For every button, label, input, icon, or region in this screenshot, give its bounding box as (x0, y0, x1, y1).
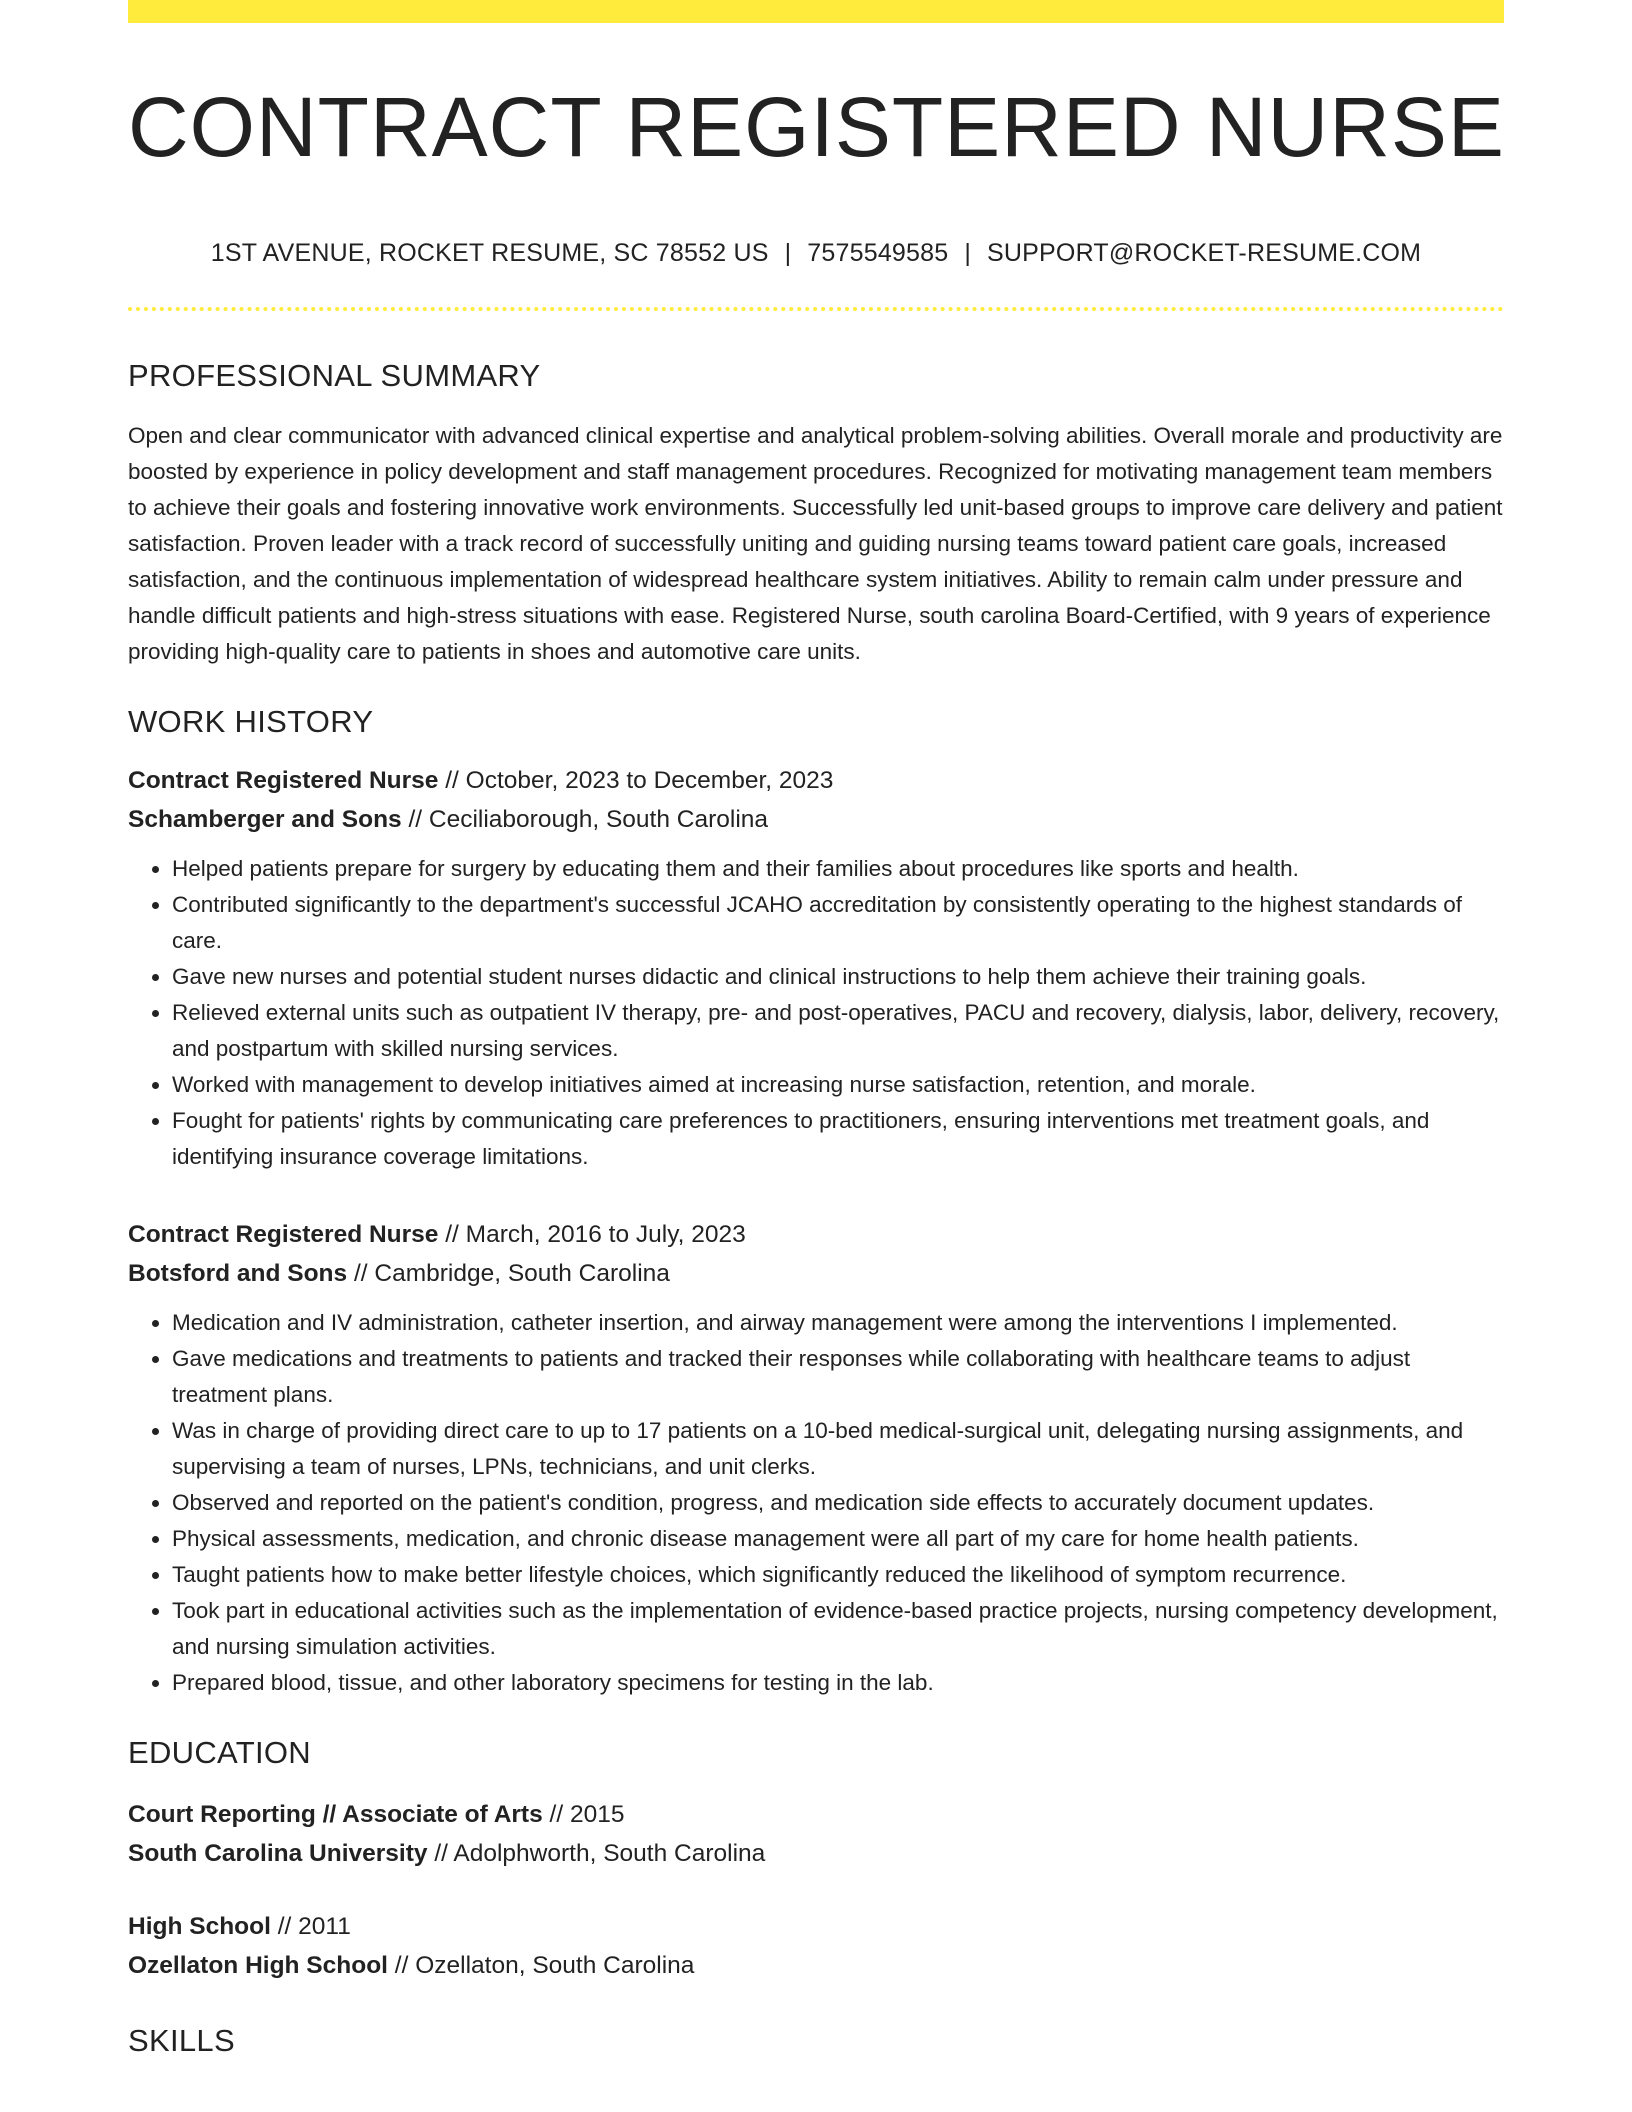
job-bullet: • Was in charge of providing direct care to up to 17 patients on a 10-bed medical-surgical unit, delegating nursing assignments, and supervising a team of nurses, LPNs, technicians, and unit clerks. (172, 1413, 1504, 1485)
job-title-line (128, 761, 1504, 800)
job-dates: // March, 2016 to July, 2023 (445, 1221, 746, 1248)
education-heading: EDUCATION (128, 1735, 311, 1770)
summary-text: Open and clear communicator with advanced clinical expertise and analytical problem-solving abilities. Overall morale and productivity are boosted by experience in policy development and staff management procedures. Recognized for motivating management team members to achieve their goals and fostering innovative work environments. Successfully led unit-based groups to improve care delivery and patient satisfaction. Proven leader with a track record of successfully uniting and guiding nursing teams toward patient care goals, increased satisfaction, and the continuous implementation of widespread healthcare system initiatives. Ability to remain calm under pressure and handle difficult patients and high-stress situations with ease. Registered Nurse, south carolina Board-Certified, with 9 years of experience providing high-quality care to patients in shoes and automotive care units. (128, 423, 1503, 664)
job-bullet: • Medication and IV administration, catheter insertion, and airway management were among the interventions I implemented. (172, 1305, 1504, 1341)
education-degree-line (128, 1795, 1504, 1834)
job-bullet: • Gave new nurses and potential student nurses didactic and clinical instructions to help them achieve their training goals. (172, 959, 1504, 995)
job-bullet: • Prepared blood, tissue, and other laboratory specimens for testing in the lab. (172, 1665, 1504, 1701)
job-bullet: • Observed and reported on the patient's condition, progress, and medication side effects to accurately document updates. (172, 1485, 1504, 1521)
job-bullet: • Physical assessments, medication, and chronic disease management were all part of my care for home health patients. (172, 1521, 1504, 1557)
job-bullet: • Taught patients how to make better lifestyle choices, which significantly reduced the likelihood of symptom recurrence. (172, 1557, 1504, 1593)
resume-name: CONTRACT REGISTERED NURSE (128, 80, 1505, 174)
education-year: // 2015 (549, 1801, 625, 1828)
education-entry (128, 1907, 1504, 1985)
education-location: // Adolphworth, South Carolina (434, 1840, 766, 1867)
education-degree-line (128, 1907, 1504, 1946)
top-accent-bar (128, 0, 1504, 23)
contact-separator: | (784, 239, 792, 267)
education-school: South Carolina University (128, 1840, 428, 1867)
contact-line (128, 239, 1504, 268)
education-year: // 2011 (277, 1913, 351, 1940)
education-school-line (128, 1834, 1504, 1873)
job-location: // Ceciliaborough, South Carolina (408, 806, 769, 833)
job-bullets (128, 1305, 1504, 1701)
education-location: // Ozellaton, South Carolina (394, 1952, 695, 1979)
education-degree: High School (128, 1913, 271, 1940)
job-bullet: • Worked with management to develop initiatives aimed at increasing nurse satisfaction, retention, and morale. (172, 1067, 1504, 1103)
work-history-heading: WORK HISTORY (128, 704, 374, 739)
job-company: Botsford and Sons (128, 1260, 348, 1287)
job-entry (128, 1215, 1504, 1701)
education-school: Ozellaton High School (128, 1952, 388, 1979)
job-bullets (128, 851, 1504, 1175)
job-title-line (128, 1215, 1504, 1254)
job-bullet: • Gave medications and treatments to patients and tracked their responses while collaborating with healthcare teams to adjust treatment plans. (172, 1341, 1504, 1413)
job-company-line (128, 800, 1504, 839)
job-bullet: • Contributed significantly to the department's successful JCAHO accreditation by consistently operating to the highest standards of care. (172, 887, 1504, 959)
dotted-divider (128, 307, 1504, 311)
job-role: Contract Registered Nurse (128, 1221, 439, 1248)
job-bullet: • Helped patients prepare for surgery by educating them and their families about procedures like sports and health. (172, 851, 1504, 887)
contact-address: 1ST AVENUE, ROCKET RESUME, SC 78552 US (210, 239, 769, 267)
job-bullet: • Took part in educational activities such as the implementation of evidence-based practice projects, nursing competency development, and nursing simulation activities. (172, 1593, 1504, 1665)
education-degree: Court Reporting // Associate of Arts (128, 1801, 543, 1828)
job-role: Contract Registered Nurse (128, 767, 439, 794)
resume-page (128, 0, 1504, 2056)
contact-separator: | (964, 239, 972, 267)
job-dates: // October, 2023 to December, 2023 (445, 767, 834, 794)
job-location: // Cambridge, South Carolina (353, 1260, 670, 1287)
contact-email: SUPPORT@ROCKET-RESUME.COM (987, 239, 1422, 267)
job-company-line (128, 1254, 1504, 1293)
education-school-line (128, 1946, 1504, 1985)
skills-heading: SKILLS (128, 2023, 235, 2058)
job-company: Schamberger and Sons (128, 806, 402, 833)
education-entry (128, 1795, 1504, 1873)
summary-heading: PROFESSIONAL SUMMARY (128, 358, 541, 393)
contact-phone: 7575549585 (807, 239, 949, 267)
job-bullet: • Fought for patients' rights by communicating care preferences to practitioners, ensuring interventions met treatment goals, and identifying insurance coverage limitations. (172, 1103, 1504, 1175)
job-bullet: • Relieved external units such as outpatient IV therapy, pre- and post-operatives, PACU and recovery, dialysis, labor, delivery, recovery, and postpartum with skilled nursing services. (172, 995, 1504, 1067)
job-entry (128, 761, 1504, 1175)
